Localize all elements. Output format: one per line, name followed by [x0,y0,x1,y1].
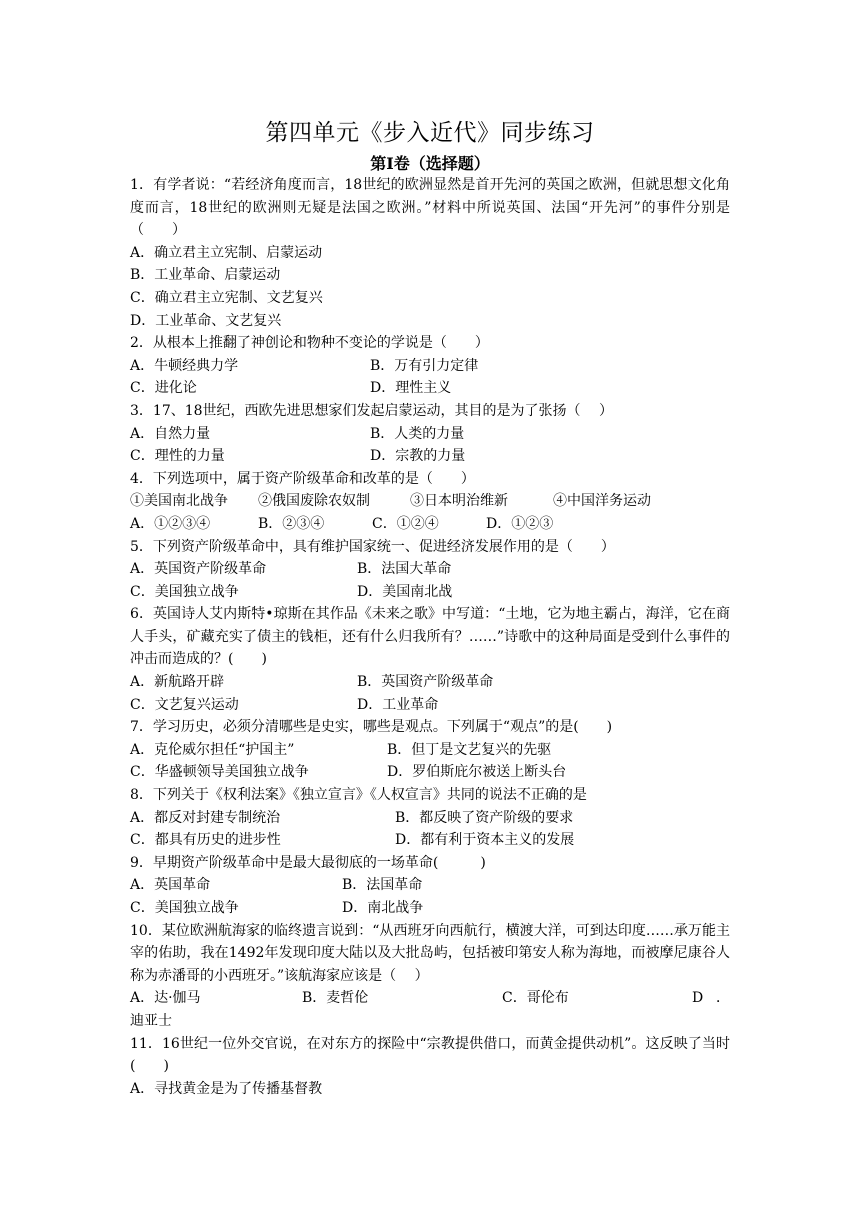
question-5-option-d: D．美国南北战 [357,583,453,600]
question-4-item-2: ②俄国废除农奴制 [258,493,370,510]
question-3-option-b: B．人类的力量 [370,425,465,442]
question-4-item-1: ①美国南北战争 [130,493,228,510]
question-3-option-a: A．自然力量 [130,425,211,442]
question-1-stem: 1．有学者说：“若经济角度而言，18世纪的欧洲显然是首开先河的英国之欧洲，但就思想文化角度而言，18世纪的欧洲则无疑是法国之欧洲。”材料中所说英国、法国“开先河”的事件分别是（ ） [130,177,730,239]
question-10-option-a: A．达·伽马 [130,990,201,1007]
question-8-options-row-1 [130,807,730,830]
question-list [130,174,730,1100]
question-2-option-b: B．万有引力定律 [370,357,479,374]
question-7-option-c: C．华盛顿领导美国独立战争 [130,764,309,781]
question-7-option-d: D．罗伯斯庇尔被送上断头台 [387,764,567,781]
question-3-option-c: C．理性的力量 [130,448,225,465]
question-8-option-d: D．都有利于资本主义的发展 [395,832,575,849]
question-5-option-a: A．英国资产阶级革命 [130,561,267,578]
section-heading: 第Ⅰ卷（选择题） [370,154,490,173]
question-10-option-b: B．麦哲伦 [302,990,369,1007]
question-1-option-b: B．工业革命、启蒙运动 [130,267,281,284]
question-4-option-b: B．②③④ [258,515,325,532]
question-9-options-row-1 [130,874,730,897]
question-6-stem: 6．英国诗人艾内斯特•琼斯在其作品《未来之歌》中写道：“土地，它为地主霸占，海洋，它在商人手头，矿藏充实了债主的钱柜，还有什么归我所有？……”诗歌中的这种局面是受到什么事件的冲击而造成的？( ) [130,606,730,668]
question-8-option-c: C．都具有历史的进步性 [130,832,281,849]
question-7-option-a: A．克伦威尔担任“护国主” [130,741,295,758]
question-9-option-b: B．法国革命 [342,877,423,894]
question-4-option-a: A．①②③④ [130,515,211,532]
question-10-option-c: C．哥伦布 [502,990,569,1007]
question-10-option-d: D．迪亚士 [130,990,730,1029]
question-3-option-d: D．宗教的力量 [370,448,466,465]
question-9-option-c: C．美国独立战争 [130,900,239,916]
question-1-option-d: D．工业革命、文艺复兴 [130,312,282,329]
question-9-stem: 9．早期资产阶级革命中是最大最彻底的一场革命( ) [130,854,486,871]
question-3-options-row-1 [130,423,730,446]
question-4-stem: 4．下列选项中，属于资产阶级革命和改革的是（ ） [130,470,475,487]
question-10-options [130,987,730,1032]
question-9-option-a: A．英国革命 [130,877,211,894]
question-11-option-a: A．寻找黄金是为了传播基督教 [130,1080,323,1097]
question-6-options-row-2 [130,694,730,717]
question-8-option-b: B．都反映了资产阶级的要求 [395,809,574,826]
question-7-options-row-2 [130,761,730,784]
document-title: 第四单元《步入近代》同步练习 [265,120,595,146]
question-7-option-b: B．但丁是文艺复兴的先驱 [387,741,552,758]
question-6-option-c: C．文艺复兴运动 [130,696,239,713]
question-7-options-row-1 [130,739,730,762]
question-9-option-d: D．南北战争 [342,900,424,916]
question-5-options-row-1 [130,558,730,581]
question-4-items [130,490,730,513]
question-3-options-row-2 [130,445,730,468]
question-10-stem: 10．某位欧洲航海家的临终遗言说到：“从西班牙向西航行，横渡大洋，可到达印度……承万能主宰的佑助，我在1492年发现印度大陆以及大批岛屿，包括被印第安人称为海地，而被摩尼康谷人称为赤潘哥的小西班牙。”该航海家应该是（ ） [130,922,730,984]
question-8-options-row-2 [130,829,730,852]
question-4-item-4: ④中国洋务运动 [553,493,651,510]
question-1-option-c: C．确立君主立宪制、文艺复兴 [130,289,323,306]
question-5-options-row-2 [130,581,730,604]
question-4-option-d: D．①②③ [486,515,554,532]
question-8-stem: 8．下列关于《权利法案》《独立宣言》《人权宣言》共同的说法不正确的是 [130,787,587,804]
question-4-item-3: ③日本明治维新 [410,493,508,510]
question-7-stem: 7．学习历史，必须分清哪些是史实，哪些是观点。下列属于“观点”的是( ) [130,719,613,736]
question-5-stem: 5．下列资产阶级革命中，具有维护国家统一、促进经济发展作用的是（ ） [130,538,615,555]
question-5-option-c: C．美国独立战争 [130,583,239,600]
question-2-options-row-2 [130,377,730,400]
question-2-options-row-1 [130,355,730,378]
question-6-option-d: D．工业革命 [357,696,439,713]
question-4-options [130,513,730,536]
question-2-option-d: D．理性主义 [370,380,452,397]
question-9-options-row-2 [130,897,730,920]
question-6-options-row-1 [130,671,730,694]
question-8-option-a: A．都反对封建专制统治 [130,809,281,826]
question-5-option-b: B．法国大革命 [357,561,452,578]
question-3-stem: 3．17、18世纪，西欧先进思想家们发起启蒙运动，其目的是为了张扬（ ） [130,402,613,419]
question-6-option-b: B．英国资产阶级革命 [357,674,494,691]
question-6-option-a: A．新航路开辟 [130,674,225,691]
question-11-stem: 11．16世纪一位外交官说，在对东方的探险中“宗教提供借口，而黄金提供动机”。这反映了当时( ) [130,1035,730,1075]
question-4-option-c: C．①②④ [372,515,439,532]
question-2-option-a: A．牛顿经典力学 [130,357,239,374]
question-1-option-a: A．确立君主立宪制、启蒙运动 [130,244,323,261]
question-2-option-c: C．进化论 [130,380,197,397]
question-2-stem: 2．从根本上推翻了神创论和物种不变论的学说是（ ） [130,335,489,352]
